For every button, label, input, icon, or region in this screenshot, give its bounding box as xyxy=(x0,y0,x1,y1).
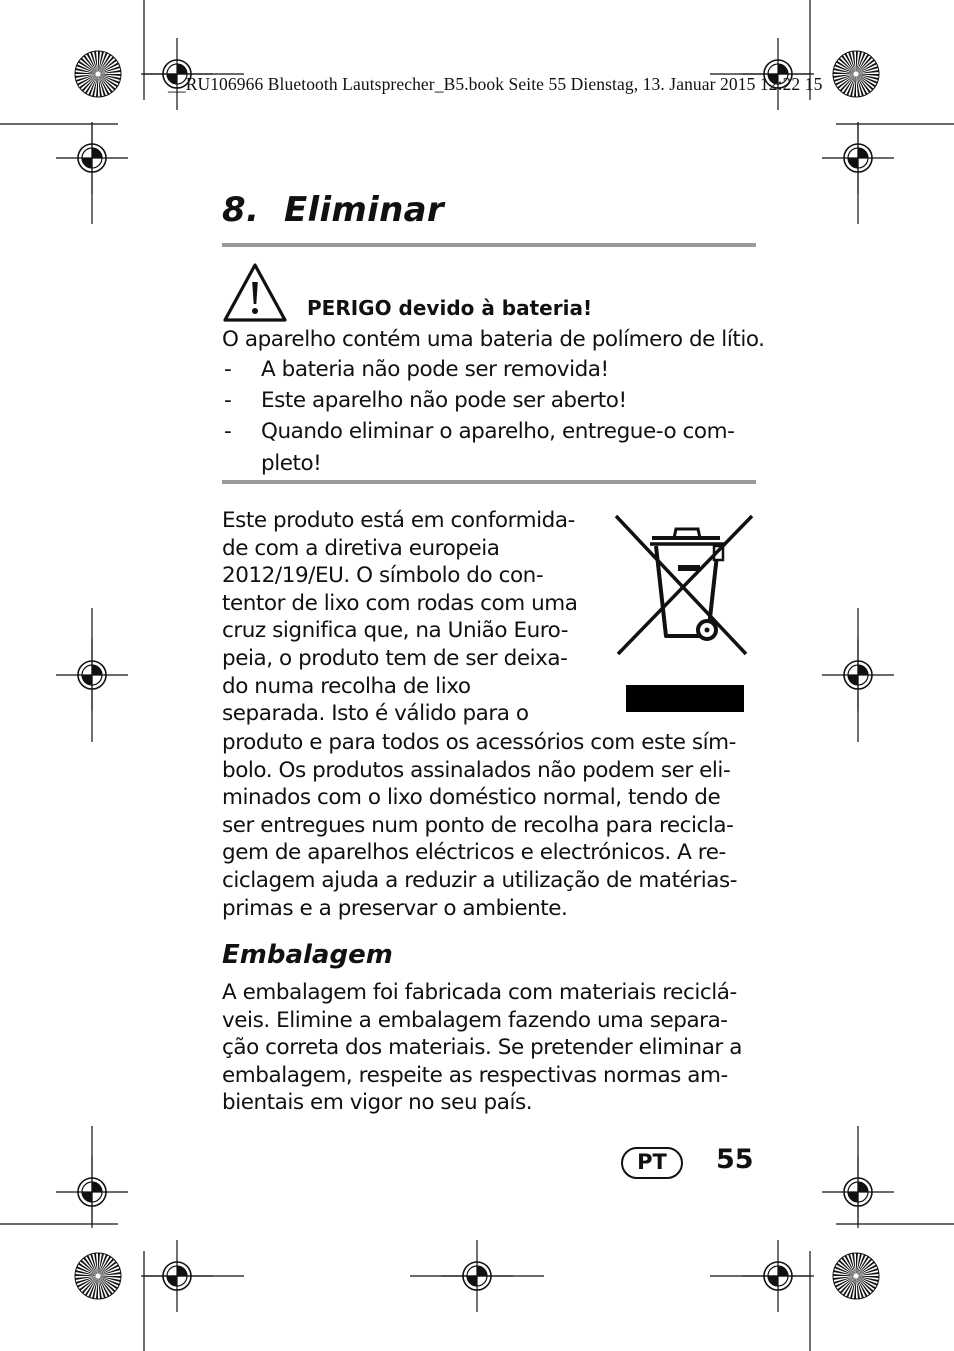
language-badge: PT xyxy=(621,1147,683,1179)
warning-list xyxy=(222,354,734,479)
warning-title: PERIGO devido à bateria! xyxy=(307,296,593,320)
color-wheel-icon xyxy=(75,51,121,97)
weee-bar xyxy=(626,685,744,712)
list-item: - A bateria não pode ser removida! xyxy=(224,357,609,382)
section-number: 8. xyxy=(222,190,260,230)
color-wheel-icon xyxy=(833,1253,879,1299)
print-header: __RU106966 Bluetooth Lautsprecher_B5.book Seite 55 Dienstag, 13. Januar 2015 12:22 15 xyxy=(168,74,823,94)
section-title xyxy=(222,190,444,230)
warning-rule xyxy=(222,480,756,484)
color-wheel-icon xyxy=(75,1253,121,1299)
crossed-out-wheelie-bin-icon xyxy=(612,512,758,658)
disposal-paragraph-start: Este produto está em conformida- de com a diretiva europeia 2012/19/EU. O símbolo do con- tentor de lixo com rodas com uma cruz significa que, na União Euro- peia, o produto tem de ser deixa- do numa recolha de lixo separada. Isto é válido para o xyxy=(222,508,578,727)
list-item: - Este aparelho não pode ser aberto! xyxy=(224,388,627,414)
packaging-title: Embalagem xyxy=(222,940,393,970)
list-item: - Quando eliminar o aparelho, entregue-o com- pleto! xyxy=(224,419,735,476)
page-number: 55 xyxy=(716,1144,754,1175)
warning-triangle-icon xyxy=(222,262,288,324)
title-rule xyxy=(222,243,756,247)
warning-intro: O aparelho contém uma bateria de polímero de lítio. xyxy=(222,327,765,352)
section-title-text: Eliminar xyxy=(284,190,444,230)
disposal-paragraph-end: produto e para todos os acessórios com este sím- bolo. Os produtos assinalados não podem ser eli- minados com o lixo doméstico normal, tendo de ser entregues num ponto de recolha para recicla- gem de aparelhos eléctricos e electrónicos. A re- ciclagem ajuda a reduzir a utilização de matérias- primas e a preservar o ambiente. xyxy=(222,730,738,921)
packaging-paragraph: A embalagem foi fabricada com materiais reciclá- veis. Elimine a embalagem fazendo uma separa- ção correta dos materiais. Se pretender eliminar a embalagem, respeite as respectivas normas am- bientais em vigor no seu país. xyxy=(222,980,742,1116)
